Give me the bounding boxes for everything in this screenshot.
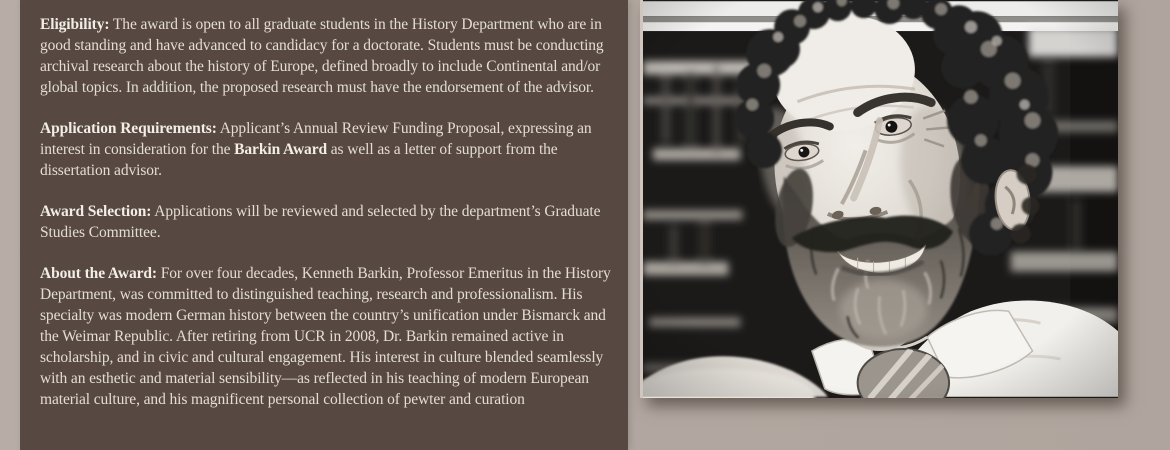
application-requirements-heading: Application Requirements: xyxy=(40,120,217,137)
barkin-award-bold-phrase: Barkin Award xyxy=(234,141,327,158)
photo-vignette xyxy=(643,1,1118,397)
portrait-illustration xyxy=(643,0,1118,398)
eligibility-text: The award is open to all graduate students in the History Department who are in good standing and have advanced to candidacy for a doctorate. Students must be conducting archival research about the history of Europe, defined broadly to include Continental and/or global topics. In addition, the proposed research must have the endorsement of the advisor. xyxy=(40,16,604,96)
paragraph-eligibility xyxy=(40,14,612,98)
award-selection-text: Applications will be reviewed and selected by the department’s Graduate Studies Committee. xyxy=(40,203,601,241)
about-award-text: For over four decades, Kenneth Barkin, Professor Emeritus in the History Department, was committed to distinguished teaching, research and professionalism. His specialty was modern German history between the country’s unification under Bismarck and the Weimar Republic. After retiring from UCR in 2008, Dr. Barkin remained active in scholarship, and in civic and cultural engagement. His interest in culture blended seamlessly with an esthetic and material sensibility—as reflected in his teaching of modern European material culture, and his magnificent personal collection of pewter and curation xyxy=(40,265,611,408)
award-selection-heading: Award Selection: xyxy=(40,203,152,220)
award-info-panel xyxy=(20,0,628,450)
application-requirements-text-after: as well as a letter of support from the dissertation advisor. xyxy=(40,141,558,179)
eligibility-heading: Eligibility: xyxy=(40,16,110,33)
about-award-heading: About the Award: xyxy=(40,265,157,282)
paragraph-about-award xyxy=(40,263,612,410)
paragraph-application-requirements xyxy=(40,118,612,181)
paragraph-award-selection xyxy=(40,201,612,243)
kenneth-barkin-photo xyxy=(640,0,1118,398)
application-requirements-text-before: Applicant’s Annual Review Funding Proposal, expressing an interest in consideration for the xyxy=(40,120,592,158)
